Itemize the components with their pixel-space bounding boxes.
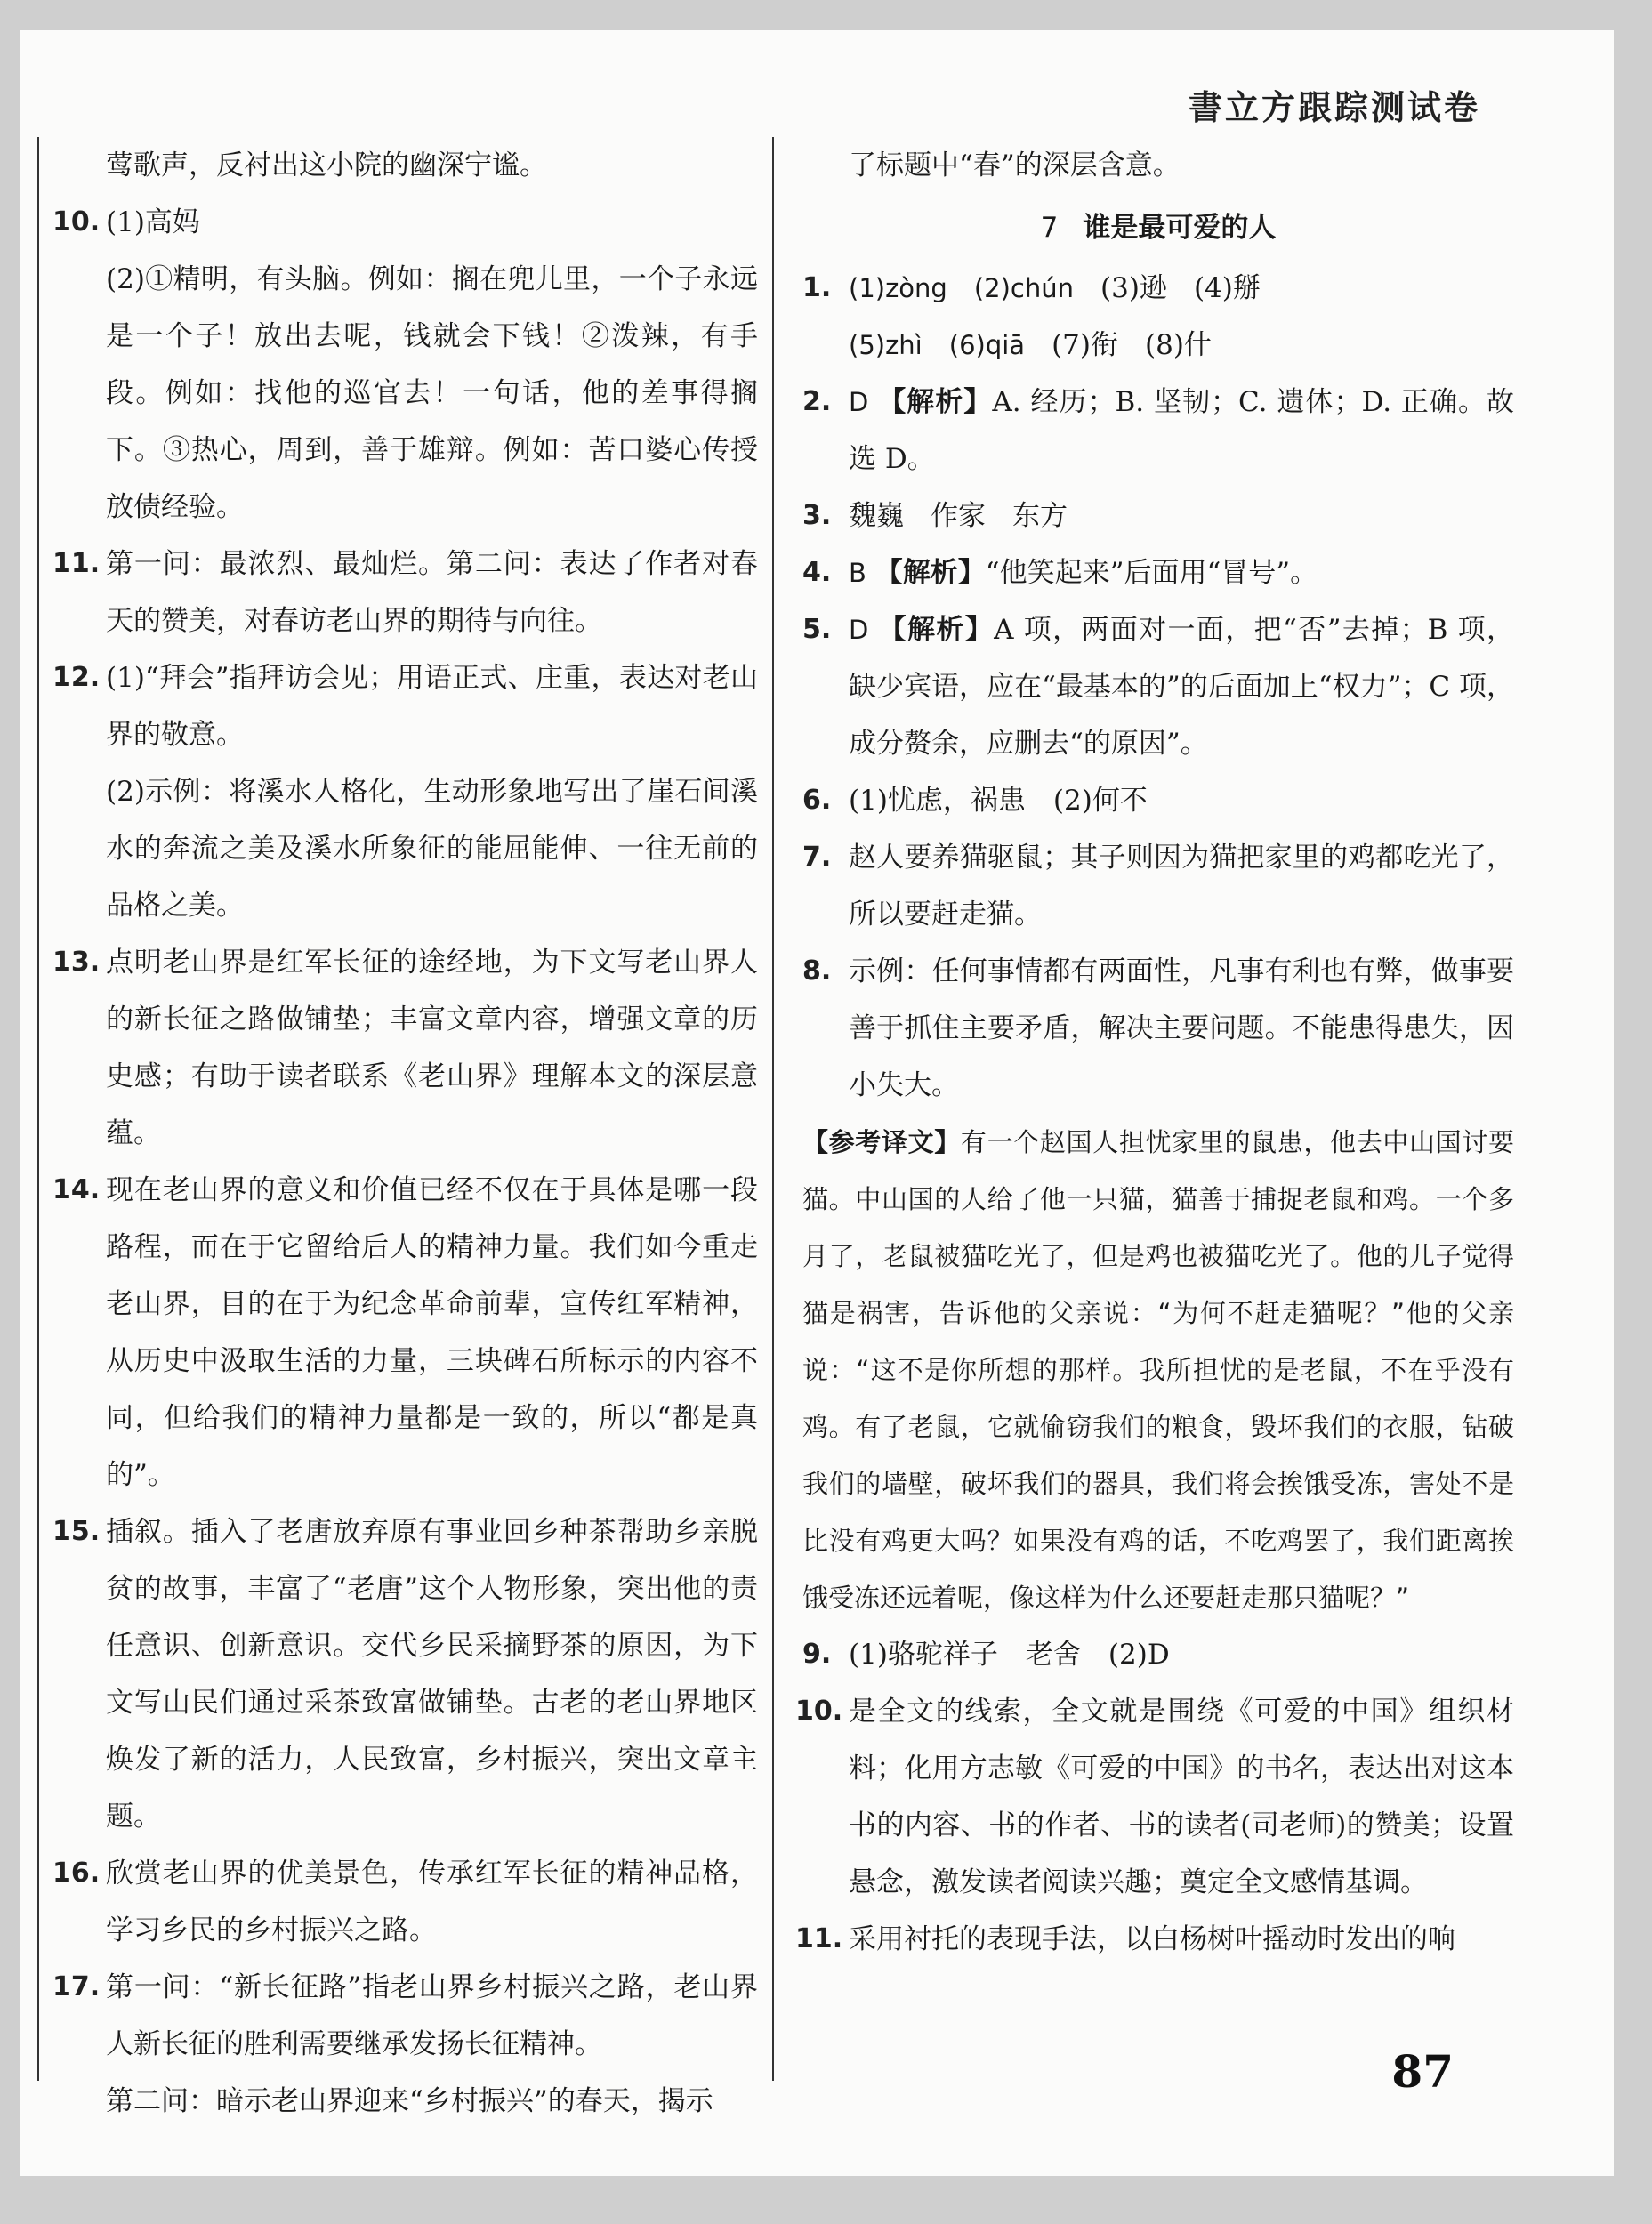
item-number: 16. — [52, 1857, 101, 1889]
answer-item-11-right — [795, 1911, 1514, 1968]
answer-item-5 — [802, 601, 1514, 772]
answer-item-7 — [802, 829, 1514, 943]
answer-part: (5)zhì — [849, 330, 923, 360]
header-title: 書立方跟踪测试卷 — [1188, 88, 1480, 127]
item-number: 7. — [802, 842, 832, 873]
answer-item-10-right — [795, 1683, 1514, 1911]
answer-item-2 — [802, 374, 1514, 488]
answer-paragraph: (2)示例：将溪水人格化，生动形象地写出了崖石间溪水的奔流之美及溪水所象征的能屈能伸、一往无前的品格之美。 — [106, 776, 758, 922]
section-number: 7 — [1040, 212, 1059, 244]
item-number: 13. — [52, 947, 101, 978]
answer-item-3 — [802, 488, 1514, 544]
column-divider — [772, 137, 774, 2081]
answer-item-10 — [52, 194, 758, 251]
item-text: 插叙。插入了老唐放弃原有事业回乡种茶帮助乡亲脱贫的故事，丰富了“老唐”这个人物形象，突出他的责任意识、创新意识。交代乡民采摘野茶的原因，为下文写山民们通过采茶致富做铺垫。古老的老山界地区焕发了新的活力，人民致富，乡村振兴，突出文章主题。 — [106, 1516, 758, 1833]
item-text: (1)“拜会”指拜访会见；用语正式、庄重，表达对老山界的敬意。 — [106, 662, 758, 751]
answer-item-6 — [802, 772, 1514, 829]
item-text: A. 经历；B. 坚韧；C. 遗体；D. 正确。故选 D。 — [849, 386, 1514, 475]
answer-item-15 — [52, 1503, 758, 1845]
answer-item-11 — [52, 536, 758, 649]
analysis-tag: 【解析】 — [874, 557, 986, 589]
answer-part: 东方 — [1012, 500, 1068, 532]
item-text: 第一问：“新长征路”指老山界乡村振兴之路，老山界人新长征的胜利需要继承发扬长征精神。 — [106, 1971, 758, 2060]
item-number: 5. — [802, 614, 832, 645]
answer-part: 作家 — [931, 500, 986, 532]
answer-page — [20, 30, 1614, 2176]
translation-text: 有一个赵国人担忧家里的鼠患，他去中山国讨要猫。中山国的人给了他一只猫，猫善于捕捉老鼠和鸡。一个多月了，老鼠被猫吃光了，但是鸡也被猫吃光了。他的儿子觉得猫是祸害，告诉他的父亲说：“为何不赶走猫呢？”他的父亲说：“这不是你所想的那样。我所担忧的是老鼠，不在乎没有鸡。有了老鼠，它就偷窃我们的粮食，毁坏我们的衣服，钻破我们的墙壁，破坏我们的器具，我们将会挨饿受冻，害处不是比没有鸡更大吗？如果没有鸡的话，不吃鸡罢了，我们距离挨饿受冻还远着呢，像这样为什么还要赶走那只猫呢？” — [802, 1127, 1514, 1613]
item-number: 11. — [52, 548, 101, 579]
item-text: (1)忧虑，祸患 (2)何不 — [849, 785, 1148, 817]
answer-item-17 — [52, 1959, 758, 2073]
item-text: 是全文的线索，全文就是围绕《可爱的中国》组织材料；化用方志敏《可爱的中国》的书名，表达出对这本书的内容、书的作者、书的读者(司老师)的赞美；设置悬念，激发读者阅读兴趣；奠定全文感情基调。 — [849, 1696, 1514, 1898]
answer-paragraph: (2)①精明，有头脑。例如：搁在兜儿里，一个子永远是一个子！放出去呢，钱就会下钱！②泼辣，有手段。例如：找他的巡官去！一句话，他的差事得搁下。③热心，周到，善于雄辩。例如：苦口婆心传授放债经验。 — [106, 263, 758, 523]
item-number: 4. — [802, 557, 832, 588]
item-number: 12. — [52, 662, 101, 693]
item-number: 9. — [802, 1639, 832, 1670]
section-title — [802, 199, 1514, 256]
answer-part: 魏巍 — [849, 500, 904, 532]
answer-item-1 — [802, 260, 1514, 374]
item-text: 点明老山界是红军长征的途经地，为下文写老山界人的新长征之路做铺垫；丰富文章内容，增强文章的历史感；有助于读者联系《老山界》理解本文的深层意蕴。 — [106, 947, 758, 1149]
answer-part: (3)逊 — [1100, 272, 1167, 304]
pinyin-line-1 — [849, 260, 1514, 317]
answer-part: (6)qiā — [948, 330, 1026, 360]
item-number: 10. — [52, 206, 101, 238]
analysis-tag: 【解析】 — [878, 614, 995, 646]
answer-part: (7)衔 — [1052, 329, 1118, 361]
answer-item-8 — [802, 943, 1514, 1114]
translation-label: 【参考译文】 — [802, 1127, 961, 1157]
left-column — [52, 137, 758, 2130]
item-number: 1. — [802, 272, 832, 303]
item-text: 示例：任何事情都有两面性，凡事有利也有弊，做事要善于抓住主要矛盾，解决主要问题。不能患得患失，因小失大。 — [849, 955, 1514, 1101]
right-column — [795, 137, 1514, 1968]
section-title-text: 谁是最可爱的人 — [1083, 212, 1277, 244]
answer-item-9 — [802, 1626, 1514, 1683]
item-text: 第一问：最浓烈、最灿烂。第二问：表达了作者对春天的赞美，对春访老山界的期待与向往。 — [106, 548, 758, 637]
answer-choice: B — [849, 558, 866, 588]
item-number: 6. — [802, 785, 832, 816]
item-text: 现在老山界的意义和价值已经不仅在于具体是哪一段路程，而在于它留给后人的精神力量。我们如今重走老山界，目的在于为纪念革命前辈，宣传红军精神，从历史中汲取生活的力量，三块碑石所标示的内容不同，但给我们的精神力量都是一致的，所以“都是真的”。 — [106, 1174, 758, 1491]
item-text: A 项，两面对一面，把“否”去掉；B 项，缺少宾语，应在“最基本的”的后面加上“权力”；C 项，成分赘余，应删去“的原因”。 — [849, 614, 1514, 760]
answer-item-12 — [52, 649, 758, 763]
left-margin-rule — [37, 137, 39, 2081]
continued-text: 莺歌声，反衬出这小院的幽深宁谧。 — [106, 149, 547, 181]
item-text: (1)高妈 — [106, 206, 200, 238]
answer-part: (8)什 — [1145, 329, 1212, 361]
answer-item-14 — [52, 1162, 758, 1503]
reference-translation — [802, 1114, 1514, 1626]
answer-item-4 — [802, 544, 1514, 601]
answer-part: (2)chún — [973, 273, 1075, 303]
answer-choice: D — [849, 387, 869, 417]
item-number: 17. — [52, 1971, 101, 2002]
item-text: “他笑起来”后面用“冒号”。 — [985, 557, 1318, 589]
answer-part: (4)掰 — [1193, 272, 1261, 304]
item-number: 15. — [52, 1516, 101, 1547]
item-number: 8. — [802, 955, 832, 987]
item-text: (1)骆驼祥子 老舍 (2)D — [849, 1639, 1170, 1671]
answer-paragraph: 第二问：暗示老山界迎来“乡村振兴”的春天，揭示 — [106, 2085, 713, 2117]
item-text: 赵人要养猫驱鼠；其子则因为猫把家里的鸡都吃光了，所以要赶走猫。 — [849, 842, 1514, 931]
continued-text: 了标题中“春”的深层含意。 — [849, 149, 1181, 181]
item-number: 10. — [795, 1696, 843, 1727]
item-number: 3. — [802, 500, 832, 531]
pinyin-line-2 — [849, 317, 1514, 374]
answer-item-13 — [52, 934, 758, 1162]
item-number: 2. — [802, 386, 832, 417]
answer-part: (1)zòng — [849, 273, 947, 303]
answer-item-16 — [52, 1845, 758, 1959]
item-text: 欣赏老山界的优美景色，传承红军长征的精神品格，学习乡民的乡村振兴之路。 — [106, 1857, 758, 1946]
item-text: 采用衬托的表现手法，以白杨树叶摇动时发出的响 — [849, 1923, 1455, 1955]
analysis-tag: 【解析】 — [878, 386, 993, 418]
answer-choice: D — [849, 615, 869, 645]
item-number: 11. — [795, 1923, 843, 1954]
item-number: 14. — [52, 1174, 101, 1205]
page-number: 87 — [1391, 2045, 1454, 2098]
